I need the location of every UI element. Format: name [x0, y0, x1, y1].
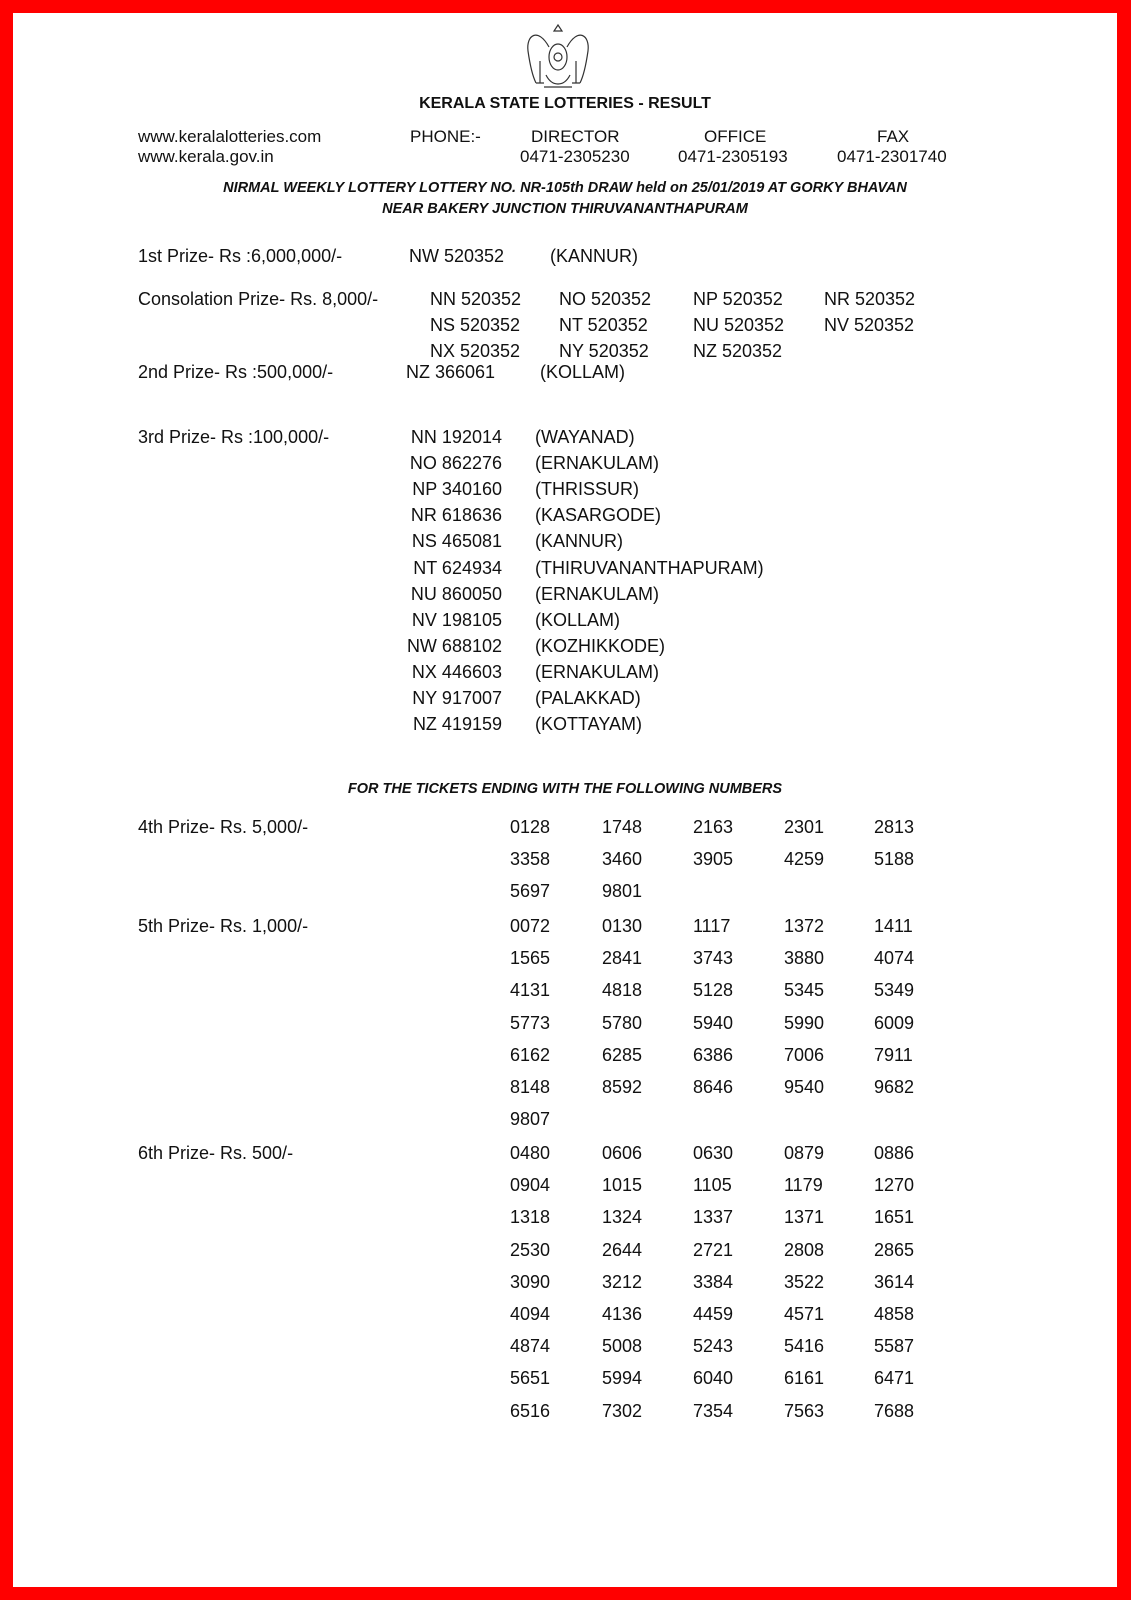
- sixth-prize-number: 6161: [784, 1368, 825, 1389]
- consolation-ticket: NR 520352: [824, 289, 916, 309]
- third-prize-label: 3rd Prize- Rs :100,000/-: [138, 427, 330, 447]
- sixth-prize-label: 6th Prize- Rs. 500/-: [138, 1143, 294, 1163]
- second-prize-place: (KOLLAM): [540, 362, 626, 382]
- third-prize-ticket: NX 446603: [411, 661, 502, 682]
- sixth-prize-number: 0630: [693, 1143, 734, 1163]
- sixth-prize-number: 6040: [693, 1368, 734, 1389]
- sixth-prize-number: 0886: [874, 1143, 915, 1163]
- sixth-prize-number: 7688: [874, 1400, 915, 1421]
- sixth-prize-number: 1324: [602, 1207, 643, 1228]
- sixth-prize-number: 3384: [693, 1271, 734, 1292]
- ending-numbers-heading: FOR THE TICKETS ENDING WITH THE FOLLOWING NUMBERS: [347, 781, 783, 797]
- fourth-prize-number: 1748: [602, 817, 643, 837]
- website-link-lotteries[interactable]: www.keralalotteries.com: [138, 127, 322, 146]
- sixth-prize-number: 1651: [874, 1207, 915, 1228]
- consolation-prize-label: Consolation Prize- Rs. 8,000/-: [138, 289, 379, 309]
- sixth-prize-number: 4094: [510, 1304, 551, 1324]
- director-phone: 0471-2305230: [520, 147, 630, 166]
- fifth-prize-number: 8148: [510, 1077, 551, 1097]
- sixth-prize-number: 2530: [510, 1239, 551, 1260]
- phone-label: PHONE:-: [410, 127, 481, 146]
- fifth-prize-number: 4818: [602, 980, 643, 1001]
- fifth-prize-number: 0130: [602, 916, 643, 936]
- fifth-prize-number: 5940: [693, 1012, 734, 1033]
- third-prize-place: (KOZHIKKODE): [535, 635, 666, 656]
- sixth-prize-number: 4571: [784, 1304, 825, 1324]
- third-prize-place: (WAYANAD): [535, 427, 635, 447]
- office-label: OFFICE: [704, 127, 767, 146]
- first-prize-ticket: NW 520352: [409, 246, 505, 266]
- sixth-prize-number: 2644: [602, 1239, 643, 1260]
- fifth-prize-number: 5780: [602, 1012, 643, 1033]
- fifth-prize-number: 1411: [874, 916, 913, 936]
- third-prize-ticket: NO 862276: [409, 453, 502, 474]
- sixth-prize-number: 5994: [602, 1368, 643, 1389]
- fourth-prize-number: 9801: [602, 881, 643, 902]
- fifth-prize-number: 3743: [693, 948, 734, 969]
- consolation-ticket: NU 520352: [693, 315, 785, 335]
- fourth-prize-number: 3358: [510, 849, 551, 870]
- third-prize-ticket: NN 192014: [410, 427, 502, 447]
- page-title: KERALA STATE LOTTERIES - RESULT: [419, 95, 711, 112]
- fifth-prize-number: 8592: [602, 1077, 643, 1097]
- consolation-ticket: NY 520352: [559, 341, 649, 361]
- sixth-prize-number: 5651: [510, 1368, 551, 1389]
- fourth-prize-number: 3905: [693, 849, 734, 870]
- sixth-prize-number: 5243: [693, 1336, 734, 1357]
- fifth-prize-number: 4074: [874, 948, 915, 969]
- sixth-prize-number: 5416: [784, 1336, 825, 1357]
- sixth-prize-number: 6471: [874, 1368, 915, 1389]
- sixth-prize-number: 0480: [510, 1143, 551, 1163]
- third-prize-place: (ERNAKULAM): [535, 661, 660, 682]
- fifth-prize-number: 7006: [784, 1044, 825, 1065]
- sixth-prize-number: 3614: [874, 1271, 915, 1292]
- fifth-prize-number: 4131: [510, 980, 551, 1001]
- fourth-prize-number: 5188: [874, 849, 915, 870]
- second-prize-ticket: NZ 366061: [406, 362, 496, 382]
- sixth-prize-number: 7354: [693, 1400, 734, 1421]
- draw-info-line1: NIRMAL WEEKLY LOTTERY LOTTERY NO. NR-105th DRAW held on 25/01/2019 AT GORKY BHAVAN: [223, 180, 907, 196]
- fifth-prize-number: 6386: [693, 1044, 734, 1065]
- fifth-prize-number: 8646: [693, 1077, 734, 1097]
- fifth-prize-label: 5th Prize- Rs. 1,000/-: [138, 916, 309, 936]
- fourth-prize-number: 2163: [693, 817, 734, 837]
- fifth-prize-number: 7911: [874, 1044, 913, 1065]
- fourth-prize-number: 5697: [510, 881, 551, 902]
- sixth-prize-number: 2865: [874, 1239, 915, 1260]
- fourth-prize-number: 2301: [784, 817, 825, 837]
- first-prize-place: (KANNUR): [550, 246, 638, 266]
- fifth-prize-number: 6162: [510, 1044, 551, 1065]
- third-prize-place: (PALAKKAD): [535, 688, 641, 708]
- fourth-prize-number: 0128: [510, 817, 551, 837]
- sixth-prize-number: 3212: [602, 1271, 643, 1292]
- fifth-prize-number: 5345: [784, 980, 825, 1001]
- third-prize-place: (KOTTAYAM): [535, 714, 642, 735]
- sixth-prize-number: 2721: [693, 1239, 734, 1260]
- consolation-ticket: NP 520352: [693, 289, 783, 309]
- fifth-prize-number: 0072: [510, 916, 551, 936]
- consolation-ticket: NS 520352: [430, 315, 521, 335]
- fax-phone: 0471-2301740: [837, 147, 947, 166]
- sixth-prize-number: 4858: [874, 1304, 915, 1324]
- director-label: DIRECTOR: [531, 127, 620, 146]
- fifth-prize-number: 1372: [784, 916, 825, 936]
- fifth-prize-number: 9682: [874, 1077, 915, 1097]
- fifth-prize-number: 9540: [784, 1077, 825, 1097]
- consolation-ticket: NO 520352: [559, 289, 652, 309]
- sixth-prize-number: 1318: [510, 1207, 551, 1228]
- result-sheet: [13, 13, 1117, 1587]
- consolation-ticket: NT 520352: [559, 315, 648, 335]
- fifth-prize-number: 3880: [784, 948, 825, 969]
- sixth-prize-number: 4136: [602, 1304, 643, 1324]
- fifth-prize-number: 5773: [510, 1012, 551, 1033]
- office-phone: 0471-2305193: [678, 147, 788, 166]
- third-prize-ticket: NZ 419159: [412, 714, 502, 735]
- sixth-prize-number: 1179: [784, 1175, 823, 1196]
- third-prize-ticket: NW 688102: [406, 635, 502, 656]
- third-prize-place: (KOLLAM): [535, 609, 621, 630]
- third-prize-place: (KANNUR): [535, 531, 623, 552]
- consolation-ticket: NX 520352: [430, 341, 521, 361]
- sixth-prize-number: 5587: [874, 1336, 915, 1357]
- fifth-prize-number: 6285: [602, 1044, 643, 1065]
- consolation-ticket: NN 520352: [430, 289, 522, 309]
- sixth-prize-number: 3522: [784, 1271, 825, 1292]
- sixth-prize-number: 4874: [510, 1336, 551, 1357]
- sixth-prize-number: 5008: [602, 1336, 643, 1357]
- fourth-prize-number: 4259: [784, 849, 825, 870]
- fourth-prize-number: 3460: [602, 849, 643, 870]
- third-prize-place: (KASARGODE): [535, 505, 662, 526]
- fourth-prize-number: 2813: [874, 817, 915, 837]
- third-prize-ticket: NU 860050: [410, 583, 502, 604]
- fifth-prize-number: 6009: [874, 1012, 915, 1033]
- fifth-prize-number: 5349: [874, 980, 915, 1001]
- fifth-prize-number: 5990: [784, 1012, 825, 1033]
- sixth-prize-number: 2808: [784, 1239, 825, 1260]
- third-prize-ticket: NY 917007: [412, 688, 502, 708]
- first-prize-label: 1st Prize- Rs :6,000,000/-: [138, 246, 343, 266]
- sixth-prize-number: 1371: [784, 1207, 825, 1228]
- fifth-prize-number: 2841: [602, 948, 643, 969]
- fifth-prize-number: 5128: [693, 980, 734, 1001]
- kerala-emblem-icon: [518, 17, 598, 97]
- fax-label: FAX: [877, 127, 910, 146]
- third-prize-ticket: NT 624934: [413, 557, 502, 578]
- fifth-prize-number: 1117: [693, 916, 731, 936]
- sixth-prize-number: 0606: [602, 1143, 643, 1163]
- sixth-prize-number: 1105: [693, 1175, 732, 1196]
- fifth-prize-number: 9807: [510, 1109, 551, 1130]
- third-prize-place: (THRISSUR): [535, 479, 639, 500]
- sixth-prize-number: 7563: [784, 1400, 825, 1421]
- sixth-prize-number: 4459: [693, 1304, 734, 1324]
- third-prize-place: (ERNAKULAM): [535, 583, 660, 604]
- sixth-prize-number: 3090: [510, 1271, 551, 1292]
- third-prize-ticket: NR 618636: [410, 505, 502, 526]
- sixth-prize-number: 6516: [510, 1400, 551, 1421]
- sixth-prize-number: 1270: [874, 1175, 915, 1196]
- sixth-prize-number: 1337: [693, 1207, 734, 1228]
- third-prize-ticket: NS 465081: [411, 531, 502, 552]
- fifth-prize-number: 1565: [510, 948, 551, 969]
- sixth-prize-number: 1015: [602, 1175, 643, 1196]
- sixth-prize-number: 0879: [784, 1143, 825, 1163]
- second-prize-label: 2nd Prize- Rs :500,000/-: [138, 362, 334, 382]
- third-prize-place: (ERNAKULAM): [535, 453, 660, 474]
- draw-info-line2: NEAR BAKERY JUNCTION THIRUVANANTHAPURAM: [382, 201, 748, 217]
- website-link-kerala[interactable]: www.kerala.gov.in: [138, 147, 274, 166]
- sixth-prize-number: 7302: [602, 1400, 643, 1421]
- third-prize-ticket: NP 340160: [412, 479, 502, 500]
- consolation-ticket: NV 520352: [824, 315, 915, 335]
- third-prize-place: (THIRUVANANTHAPURAM): [535, 557, 764, 578]
- fourth-prize-label: 4th Prize- Rs. 5,000/-: [138, 817, 309, 837]
- third-prize-ticket: NV 198105: [411, 609, 502, 630]
- consolation-ticket: NZ 520352: [693, 341, 783, 361]
- sixth-prize-number: 0904: [510, 1175, 551, 1196]
